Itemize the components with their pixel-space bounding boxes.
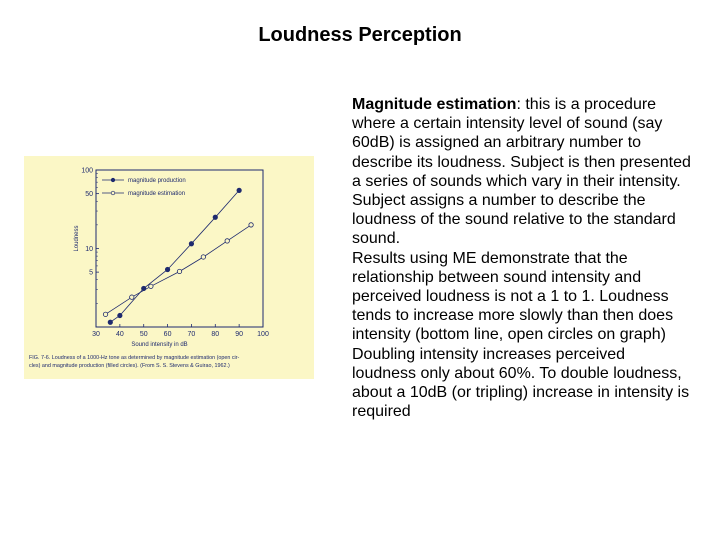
x-tick-label: 90 [235,331,244,338]
legend-label: magnitude estimation [128,191,186,198]
estimation-point [225,239,229,243]
x-tick-label: 50 [139,331,148,338]
body-text [352,95,692,421]
production-point [108,320,112,324]
estimation-point [130,295,134,299]
legend-label: magnitude production [128,178,186,185]
production-point [237,188,241,192]
x-tick-label: 100 [257,331,269,338]
figure-caption-line-2: cles) and magnitude production (filled circles). (From S. S. Stevens & Guirao, 1962.) [29,363,230,369]
x-axis-label: Sound intensity in dB [131,342,188,348]
y-tick-label: 50 [85,191,93,199]
x-tick-label: 80 [211,331,220,338]
paragraph-2-body: Results using ME demonstrate that the relationship between sound intensity and perceived loudness is not a 1 to 1. Loudness tends to increase more slowly than then does intensity (bottom line, open circles on graph) [352,249,674,344]
production-line [110,190,239,322]
y-tick-label: 5 [89,269,93,277]
y-tick-label: 100 [81,167,93,175]
loudness-chart [24,156,314,379]
figure-caption-line-1: FIG. 7-6. Loudness of a 1000-Hz tone as determined by magnitude estimation (open cir- [29,355,240,361]
x-tick-label: 40 [115,331,124,338]
x-tick-label: 30 [92,331,100,338]
production-point [118,313,122,317]
estimation-point [103,312,107,316]
paragraph-3-body: Doubling intensity increases perceived loudness only about 60%. To double loudness, about a 10dB (or tripling) increase in intensity is required [352,345,690,421]
estimation-point [177,269,181,273]
production-point [213,215,217,219]
x-tick-label: 70 [187,331,196,338]
x-tick-label: 60 [163,331,172,338]
production-point [165,267,169,271]
y-axis-label: Loudness [74,225,80,252]
production-point [189,242,193,246]
legend-marker [111,178,115,182]
slide-title: Loudness Perception [258,24,462,46]
loudness-figure [24,156,314,379]
estimation-point [201,255,205,259]
paragraph-1-lead: Magnitude estimation [352,96,517,113]
paragraph-3 [352,345,692,422]
estimation-point [149,284,153,288]
legend-marker [111,191,115,195]
paragraph-1-body: : this is a procedure where a certain intensity level of sound (say 60dB) is assigned an arbitrary number to describe its loudness. Subject is then presented a series of sounds which vary in their intensity. Subject assigns a number to describe the loudness of the sound relative to the standard sound. [352,96,691,248]
y-tick-label: 10 [85,246,93,253]
estimation-point [249,223,253,227]
paragraph-1 [352,95,692,249]
paragraph-2 [352,249,692,345]
